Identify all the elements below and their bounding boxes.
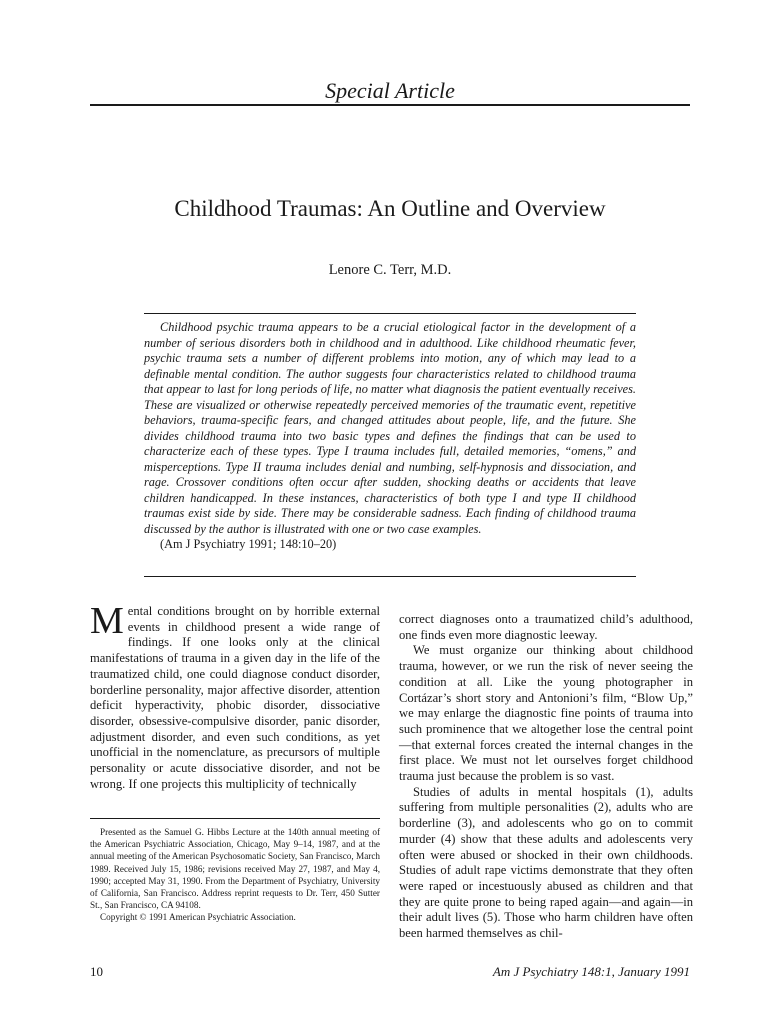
abstract-citation: (Am J Psychiatry 1991; 148:10–20): [160, 537, 337, 551]
abstract-bottom-rule: [144, 576, 636, 577]
footnote-rule: [90, 818, 380, 819]
body-paragraph-4: Studies of adults in mental hospitals (1), adults suffering from multiple personalities (2), adults who are borderline (3), and adolescents who go on to commit murder (4) show that these adults and adolescents very often were abused or shocked in their own childhoods. Studies of adult rape victims demonstrate that they often were raped or incestuously abused as children and that they are quite prone to being raped again—and again—in their adult lives (5). Those who harm children have often been harmed themselves as chil-: [399, 784, 693, 941]
body-paragraph-3: We must organize our thinking about childhood trauma, however, or we run the risk of never seeing the condition at all. Like the young photographer in Cortázar’s short story and Antonioni’s film, “Blow Up,” we may enlarge the diagnostic fine points of trauma into such prominence that we altogether lose the central point—that external forces created the internal changes in the first place. We must not let ourselves forget childhood trauma just because the problem is so vast.: [399, 643, 693, 784]
footnote-text: Presented as the Samuel G. Hibbs Lecture at the 140th annual meeting of the American Psychiatric Association, Chicago, May 9–14, 1987, and at the annual meeting of the American Psychosomatic Society, San Francisco, March 1989. Received July 15, 1986; revisions received May 27, 1987, and May 4, 1990; accepted May 31, 1990. From the Department of Psychiatry, University of California, San Francisco. Address reprint requests to Dr. Terr, 450 Sutter St., San Francisco, CA 94108.: [90, 827, 380, 911]
page-number: 10: [90, 964, 103, 979]
footnote: [90, 826, 380, 924]
section-header: Special Article: [325, 78, 455, 103]
body-column-right: [399, 612, 693, 942]
abstract-text: Childhood psychic trauma appears to be a crucial etiological factor in the development of a number of serious disorders both in childhood and in adulthood. Like childhood rheumatic fever, psychic trauma sets a number of different problems into motion, any of which may lead to a definable mental condition. The author suggests four characteristics related to childhood trauma that appear to last for long periods of life, no matter what diagnosis the patient eventually receives. These are visualized or otherwise repeatedly perceived memories of the traumatic event, repetitive behaviors, trauma-specific fears, and changed attitudes about people, life, and the future. She divides childhood trauma into two basic types and defines the findings that can be used to characterize each of these types. Type I trauma includes full, detailed memories, “omens,” and misperceptions. Type II trauma includes denial and numbing, self-hypnosis and dissociation, and rage. Crossover conditions often occur after sudden, shocking deaths or accidents that leave children handicapped. In these instances, characteristics of both type I and type II childhood traumas exist side by side. There may be considerable sadness. Each finding of childhood trauma discussed by the author is illustrated with one or two case examples.: [144, 320, 636, 536]
article-author: Lenore C. Terr, M.D.: [328, 262, 452, 278]
body-column-left: [90, 600, 380, 792]
abstract-top-rule: [144, 313, 636, 314]
drop-cap: M: [90, 600, 124, 642]
body-paragraph-2: correct diagnoses onto a traumatized child’s adulthood, one finds even more diagnostic leeway.: [399, 612, 693, 642]
header-divider: [90, 104, 690, 106]
body-paragraph-1-text: ental conditions brought on by horrible external events in childhood present a wide range of findings. If one looks only at the clinical manifestations of trauma in a given day in the life of the traumatized child, one could diagnose conduct disorder, borderline personality, major affective disorder, attention deficit hyperactivity, phobic disorder, dissociative disorder, obsessive-compulsive disorder, panic disorder, adjustment disorder, and even such conditions, as yet unofficial in the nomenclature, as precursors of multiple personality or acute dissociative disorder, and not be wrong. If one projects this multiplicity of technically: [90, 604, 380, 791]
body-paragraph-1: [90, 600, 380, 792]
journal-citation: Am J Psychiatry 148:1, January 1991: [492, 964, 690, 979]
footnote-copyright: Copyright © 1991 American Psychiatric Association.: [100, 912, 296, 923]
article-title: Childhood Traumas: An Outline and Overview: [174, 196, 606, 221]
abstract: [144, 320, 636, 553]
